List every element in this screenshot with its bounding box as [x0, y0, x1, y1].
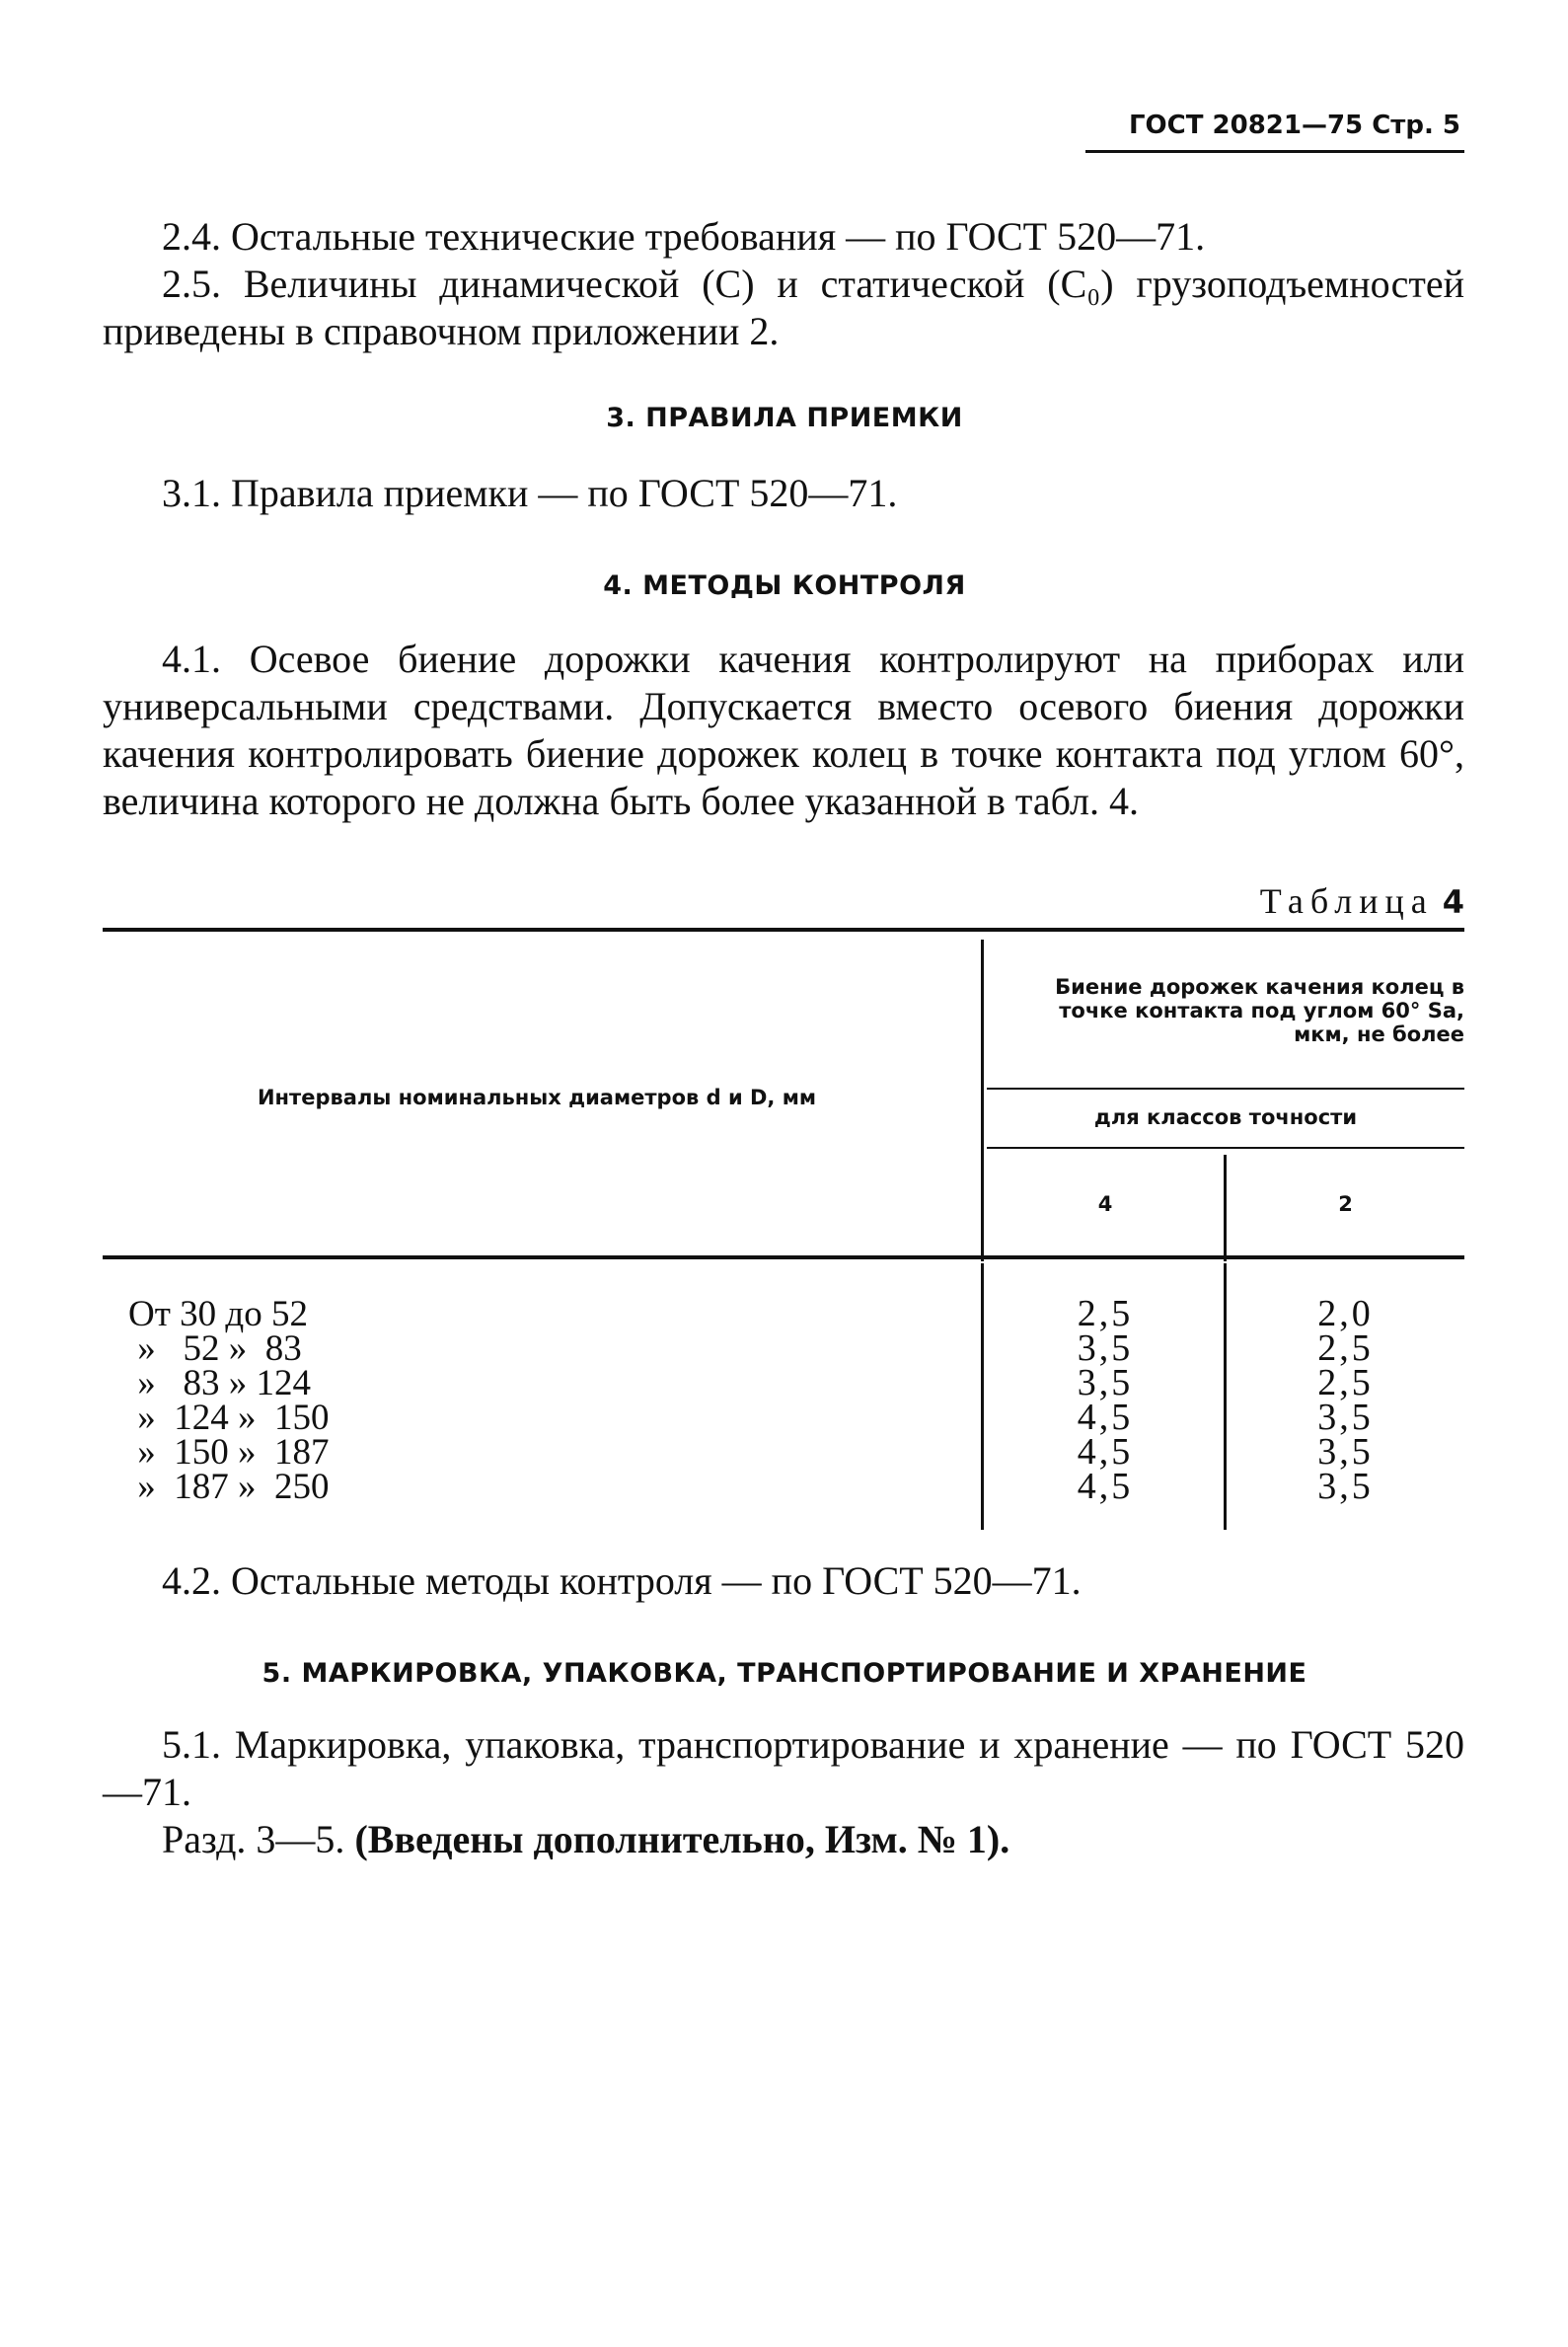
table-col-divider-header — [981, 940, 984, 1261]
table-subgroup-header: для классов точности — [1093, 1105, 1358, 1129]
table-body-intervals — [128, 1294, 720, 1507]
table-cell-class-2: 2,5 — [1317, 1362, 1374, 1403]
section-heading-4: 4. МЕТОДЫ КОНТРОЛЯ — [603, 570, 966, 601]
table-row-interval: От 30 до 52 — [128, 1294, 308, 1334]
table-cell-class-4: 3,5 — [1077, 1362, 1134, 1403]
table-cell-class-2: 2,0 — [1317, 1293, 1374, 1334]
amendment-prefix: Разд. 3—5. — [162, 1817, 345, 1861]
table-class-4-header: 4 — [1097, 1192, 1113, 1216]
table-cell-class-4: 3,5 — [1077, 1327, 1134, 1369]
header-page-number: Стр. 5 — [1372, 111, 1460, 140]
paragraph-5-1 — [103, 1721, 1464, 1816]
table-row-interval: » 83 » 124 — [128, 1363, 311, 1403]
table-cell-class-4: 4,5 — [1077, 1397, 1134, 1438]
table-caption-number: 4 — [1442, 883, 1464, 921]
table-group-header: Биение дорожек качения колец в точке контакта под углом 60° Sa, мкм, не более — [1055, 975, 1464, 1046]
table-cell-class-2: 3,5 — [1317, 1397, 1374, 1438]
paragraph-2-5-text: 2.5. Величины динамической (C) и статической (C₀) грузоподъемностей приведены в справочном приложении 2. — [103, 262, 1464, 353]
table-cell-class-2: 2,5 — [1317, 1327, 1374, 1369]
table-row-interval: » 52 » 83 — [128, 1328, 302, 1369]
table-row-interval: » 124 » 150 — [128, 1398, 330, 1438]
header-doc-number: ГОСТ 20821—75 — [1128, 111, 1364, 140]
table-header-rule — [103, 1255, 1464, 1259]
table-row-interval: » 187 » 250 — [128, 1467, 330, 1507]
paragraph-2-4-text: 2.4. Остальные технические требования — по ГОСТ 520—71. — [162, 214, 1206, 259]
table-col1-header: Интервалы номинальных диаметров d и D, мм — [257, 1086, 817, 1109]
table-col-divider-body — [981, 1263, 984, 1530]
table-cell-class-4: 2,5 — [1077, 1293, 1134, 1334]
table-caption-word: Таблица — [1259, 881, 1434, 921]
section-heading-5: 5. МАРКИРОВКА, УПАКОВКА, ТРАНСПОРТИРОВАНИЕ И ХРАНЕНИЕ — [261, 1658, 1307, 1689]
amendment-note — [103, 1816, 1464, 1863]
table-cell-class-4: 4,5 — [1077, 1466, 1134, 1507]
amendment-bold: (Введены дополнительно, Изм. № 1). — [354, 1817, 1010, 1861]
paragraph-5-1-text: 5.1. Маркировка, упаковка, транспортирование и хранение — по ГОСТ 520—71. — [103, 1722, 1464, 1814]
section-heading-3: 3. ПРАВИЛА ПРИЕМКИ — [606, 403, 963, 433]
table-cell-class-2: 3,5 — [1317, 1431, 1374, 1473]
table-cell-class-4: 4,5 — [1077, 1431, 1134, 1473]
table-body-class-4 — [987, 1293, 1224, 1507]
table-top-rule — [103, 928, 1464, 932]
table-group-rule — [987, 1088, 1464, 1090]
table-row-interval: » 150 » 187 — [128, 1432, 330, 1473]
table-class-2-header: 2 — [1338, 1192, 1353, 1216]
paragraph-3-1-text: 3.1. Правила приемки — по ГОСТ 520—71. — [162, 471, 898, 515]
table-body-class-2 — [1227, 1293, 1464, 1507]
paragraph-4-2 — [103, 1557, 1464, 1605]
table-subgroup-rule — [987, 1147, 1464, 1149]
paragraph-4-2-text: 4.2. Остальные методы контроля — по ГОСТ 520—71. — [162, 1558, 1082, 1603]
paragraph-4-1-text: 4.1. Осевое биение дорожки качения контролируют на приборах или универсальными средствами. Допускается вместо осевого биения дорожки качения контролировать биение дорожек колец в точке контакта под углом 60°, величина которого не должна быть более указанной в табл. 4. — [103, 637, 1464, 823]
table-cell-class-2: 3,5 — [1317, 1466, 1374, 1507]
